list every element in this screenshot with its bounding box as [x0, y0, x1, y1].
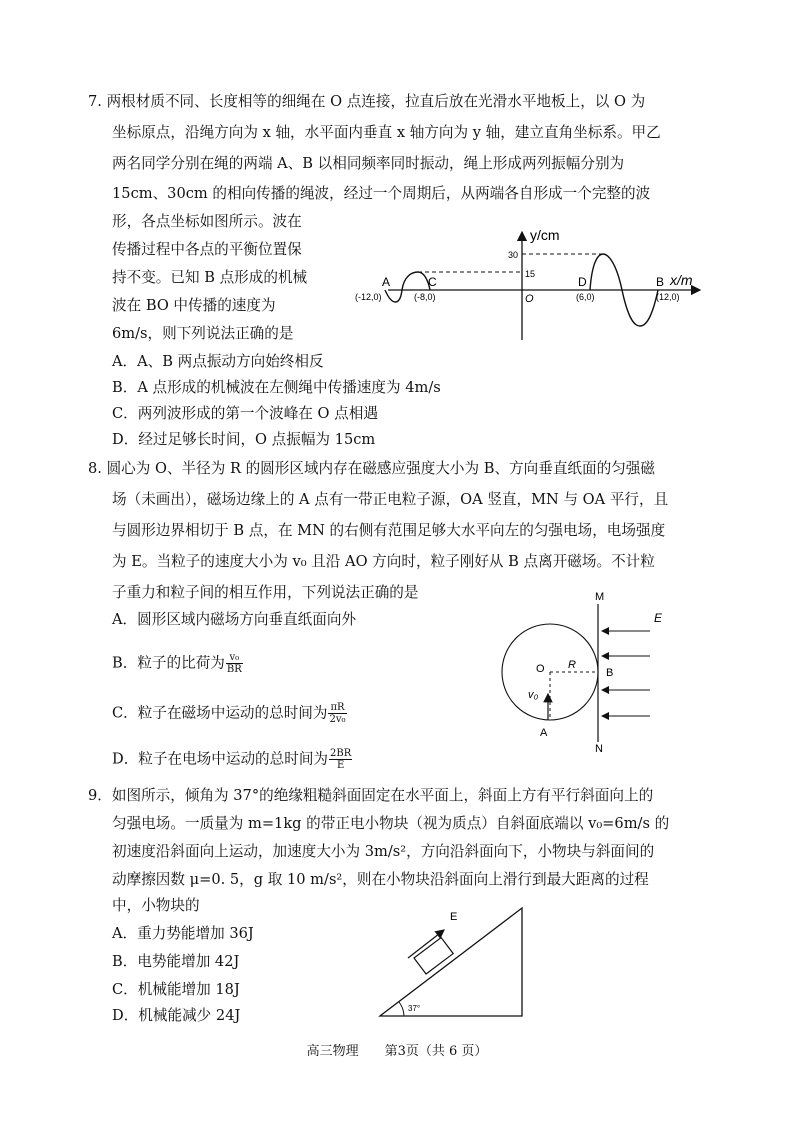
- page-footer: 高三物理 第3页（共 6 页）: [306, 1044, 488, 1059]
- q8-option-a[interactable]: A．圆形区域内磁场方向垂直纸面向外: [112, 611, 357, 628]
- q7-option-c[interactable]: C．两列波形成的第一个波峰在 O 点相遇: [112, 405, 378, 422]
- q8-option-c-fraction: [328, 702, 346, 725]
- q8-option-c-text: C．粒子在磁场中运动的总时间为: [112, 704, 328, 722]
- q9-option-b[interactable]: B．电势能增加 42J: [112, 953, 240, 970]
- q8-label-b: B: [606, 667, 614, 679]
- q9-label-e: E: [450, 911, 458, 923]
- q8-option-c-num: πR: [330, 702, 345, 713]
- q7-line-9: 6m/s，则下列说法正确的是: [112, 325, 294, 342]
- q7-coord-a: (-12,0): [355, 292, 382, 302]
- q7-line-5: 形，各点坐标如图所示。波在: [112, 213, 302, 230]
- q7-option-a[interactable]: A．A、B 两点振动方向始终相反: [112, 353, 324, 370]
- q9-incline: [380, 908, 522, 1016]
- q9-line-3: 初速度沿斜面向上运动，加速度大小为 3m/s²，方向沿斜面向下，小物块与斜面间的: [112, 843, 655, 860]
- q8-option-c[interactable]: [112, 702, 347, 725]
- q9-line-2: 匀强电场。一质量为 m=1kg 的带正电小物块（视为质点）自斜面底端以 v₀=6m/s 的: [112, 815, 670, 832]
- q8-label-n: N: [595, 743, 603, 755]
- q7-line-1: 7. 两根材质不同、长度相等的细绳在 O 点连接，拉直后放在光滑水平地板上，以 O 为: [88, 93, 646, 110]
- q9-block: [414, 938, 453, 974]
- q8-label-o: O: [536, 663, 545, 675]
- q8-option-b-text: B．粒子的比荷为: [112, 654, 225, 672]
- q8-label-a: A: [540, 727, 548, 739]
- q9-line-4: 动摩擦因数 μ=0. 5，g 取 10 m/s²，则在小物块沿斜面向上滑行到最大距离的过程: [112, 871, 649, 888]
- q8-option-b-den: BR: [226, 664, 242, 675]
- q7-coord-d: (6,0): [576, 292, 595, 302]
- q8-option-d[interactable]: [112, 748, 352, 771]
- q8-label-v0: v₀: [528, 689, 539, 701]
- q7-point-d: D: [578, 275, 587, 289]
- q9-angle-arc: [399, 1002, 404, 1016]
- q9-angle-label: 37°: [408, 1004, 421, 1013]
- q8-option-d-fraction: [329, 748, 352, 771]
- q7-point-c: C: [428, 275, 437, 289]
- q8-option-c-den: 2v₀: [329, 714, 346, 725]
- q8-line-2: 场（未画出），磁场边缘上的 A 点有一带正电粒子源，OA 竖直，MN 与 OA 平行，且: [112, 491, 669, 508]
- q8-option-b[interactable]: [112, 652, 243, 675]
- q9-option-c[interactable]: C．机械能增加 18J: [112, 981, 240, 998]
- q8-magnetic-figure: [496, 584, 696, 756]
- q9-line-1: 9．如图所示，倾角为 37°的绝缘粗糙斜面固定在水平面上，斜面上方有平行斜面向上的: [88, 787, 654, 804]
- q8-label-e: E: [654, 611, 663, 625]
- q7-line-6: 传播过程中各点的平衡位置保: [112, 241, 302, 258]
- q9-option-a[interactable]: A．重力势能增加 36J: [112, 925, 254, 942]
- q7-tick-30: 30: [508, 250, 519, 260]
- q7-line-7: 持不变。已知 B 点形成的机械: [112, 269, 308, 286]
- q8-option-d-den: E: [336, 760, 345, 771]
- q9-option-d[interactable]: D．机械能减少 24J: [112, 1007, 241, 1024]
- q7-point-b: B: [656, 275, 665, 289]
- q7-tick-15: 15: [525, 269, 536, 279]
- q7-origin-label: O: [525, 293, 534, 305]
- q8-label-r: R: [568, 659, 576, 671]
- q8-option-d-num: 2BR: [330, 748, 352, 759]
- q9-incline-figure: [372, 900, 532, 1022]
- q9-line-5: 中，小物块的: [112, 897, 200, 914]
- q8-option-b-num: v₀: [226, 652, 243, 664]
- q7-wave-figure: [350, 224, 706, 346]
- q7-coord-c: (-8,0): [414, 292, 436, 302]
- q7-line-3: 两名同学分别在绳的两端 A、B 以相同频率同时振动，绳上形成两列振幅分别为: [112, 155, 625, 172]
- q7-point-a: A: [382, 275, 391, 289]
- q7-coord-b: (12,0): [656, 292, 680, 302]
- q8-line-3: 与圆形边界相切于 B 点，在 MN 的右侧有范围足够大水平向左的匀强电场，电场强度: [112, 522, 666, 539]
- q7-line-8: 波在 BO 中传播的速度为: [112, 297, 276, 314]
- q7-y-axis-label: y/cm: [530, 227, 560, 243]
- q7-line-4: 15cm、30cm 的相向传播的绳波，经过一个周期后，从两端各自形成一个完整的波: [112, 185, 651, 202]
- q8-option-b-fraction: [226, 652, 243, 675]
- q8-option-d-text: D．粒子在电场中运动的总时间为: [112, 750, 329, 768]
- q7-x-axis-label: x/m: [670, 272, 693, 288]
- q7-line-2: 坐标原点，沿绳方向为 x 轴，水平面内垂直 x 轴方向为 y 轴，建立直角坐标系。甲乙: [112, 124, 661, 141]
- q8-line-5: 子重力和粒子间的相互作用，下列说法正确的是: [112, 584, 419, 601]
- q8-label-m: M: [595, 591, 605, 603]
- q7-option-d[interactable]: D．经过足够长时间，O 点振幅为 15cm: [112, 431, 376, 448]
- q8-line-4: 为 E。当粒子的速度大小为 v₀ 且沿 AO 方向时，粒子刚好从 B 点离开磁场。不计粒: [112, 553, 655, 570]
- q7-option-b[interactable]: B．A 点形成的机械波在左侧绳中传播速度为 4m/s: [112, 379, 441, 396]
- q8-line-1: 8. 圆心为 O、半径为 R 的圆形区域内存在磁感应强度大小为 B、方向垂直纸面的匀强磁: [88, 460, 655, 477]
